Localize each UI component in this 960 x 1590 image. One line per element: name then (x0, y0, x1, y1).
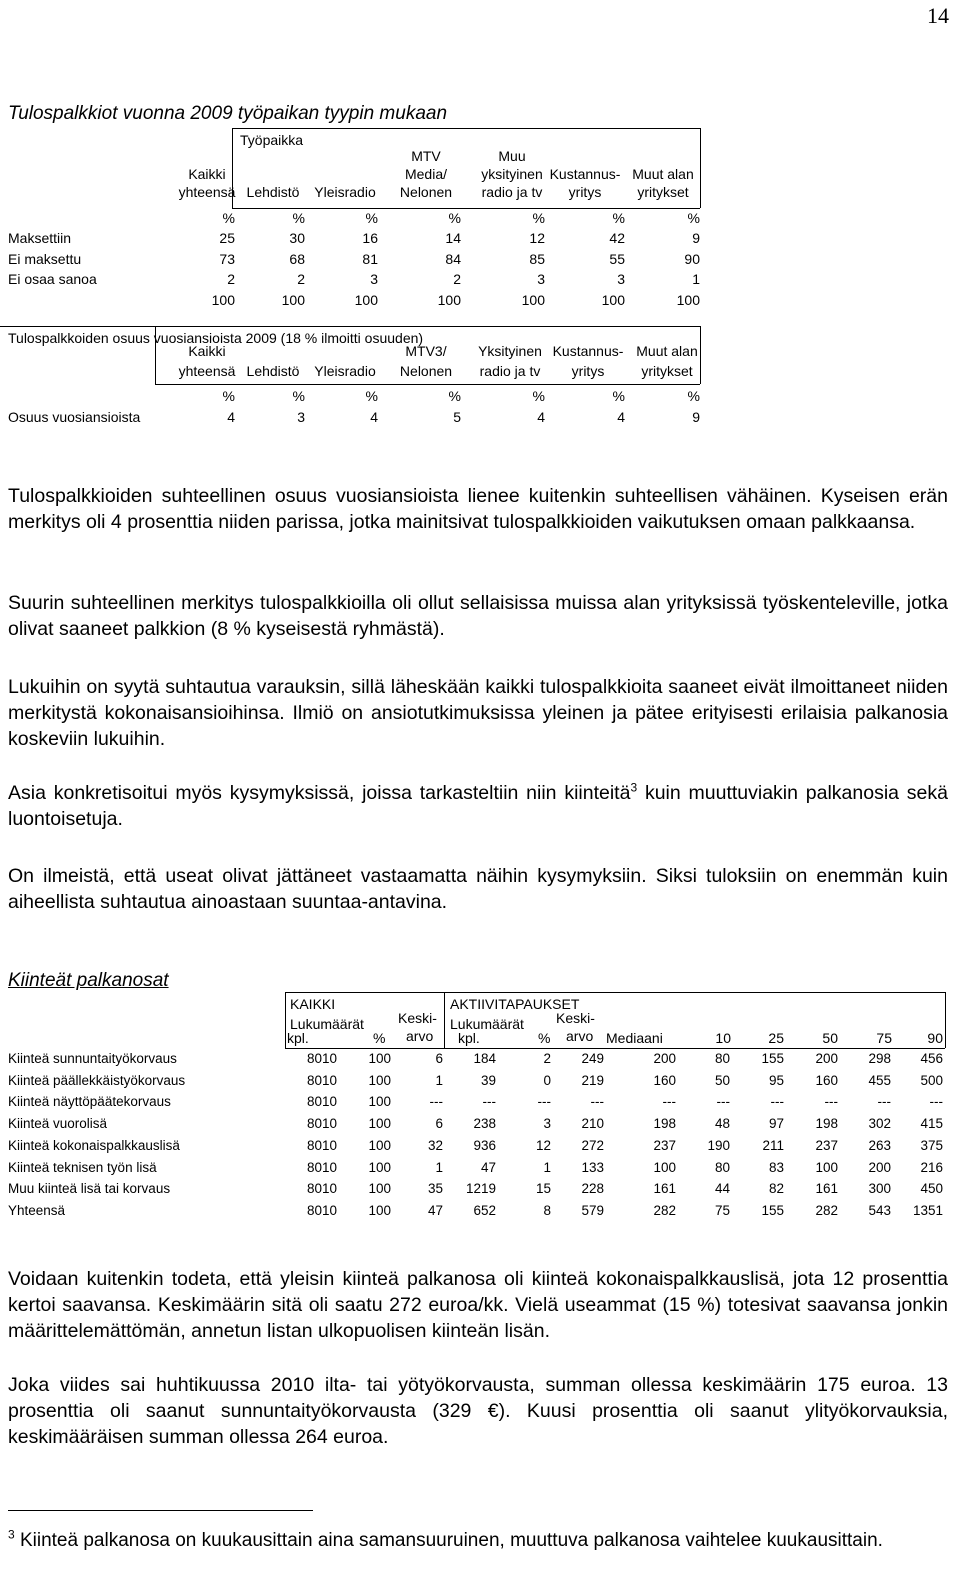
table3-cell: 100 (368, 1094, 391, 1110)
paragraph-1: Tulospalkkioiden suhteellinen osuus vuosiansioista lienee kuitenkin suhteellisen vähäinen. Kyseisen erän merkitys oli 4 prosenttia niiden parissa, jotka mainitsivat tulospalkkioiden vaikutuksen omaan palkkaansa. (8, 485, 948, 533)
table3-cell: 6 (435, 1116, 443, 1132)
table3-cell: 80 (714, 1051, 730, 1066)
table1-cell: 100 (354, 291, 378, 308)
table3-cell: 160 (653, 1072, 676, 1088)
table1-header-6-line-1: Muut alan (632, 166, 694, 182)
table3-cell: 298 (868, 1051, 891, 1066)
table2-header-3-line-0: MTV3/ (405, 343, 447, 359)
table1-header-border (232, 208, 700, 209)
table3-cell: 8010 (306, 1202, 337, 1218)
table1-header-4-line-2: radio ja tv (481, 184, 543, 200)
table1-row-label: Maksettiin (8, 230, 72, 246)
table3-cell: 237 (653, 1137, 676, 1153)
table3-cell: 211 (762, 1137, 784, 1153)
table3-top-border (285, 992, 945, 993)
table2-unit-1: % (292, 388, 305, 404)
table3-cell: --- (929, 1094, 943, 1110)
table3-cell: 238 (473, 1116, 496, 1132)
paragraph-3: Lukuihin on syytä suhtautua varauksin, sillä läheskään kaikki tulospalkkioita saaneet eivät ilmoittaneet niiden merkitystä kokonaisansioihinsa. Ilmiö on ansiotutkimuksissa yleinen ja pätee erityisesti erilaisia palkanosia koskeviin lukuihin. (8, 676, 948, 750)
table3-cell: 1 (543, 1159, 551, 1175)
table2-header-4-line-1: radio ja tv (479, 363, 541, 379)
table3-cell: 8010 (306, 1181, 337, 1197)
table3-row-label: Kiinteä päällekkäistyökorvaus (8, 1072, 186, 1088)
table1-cell: 9 (692, 230, 700, 246)
footnote-ref[interactable]: 3 (630, 780, 638, 795)
paragraph-4-after: kuin muuttuviakin palkanosia sekä luontoisetuja. (8, 782, 948, 830)
table2-unit-5: % (612, 388, 625, 404)
table1-header-5-line-1: Kustannus- (549, 166, 621, 182)
table3-cell: 8 (543, 1202, 551, 1218)
table1-cell: 1 (692, 271, 700, 287)
table3-cell: 1 (435, 1072, 443, 1088)
table1-header-6-line-2: yritykset (637, 184, 689, 200)
paragraph-4-before: Asia konkretisoitui myös kysymyksissä, joissa tarkasteltiin niin kiinteitä (8, 782, 631, 804)
table3-cell: 97 (768, 1116, 784, 1132)
table3-cell: 15 (535, 1181, 551, 1197)
table3-cell: 47 (427, 1202, 443, 1218)
table3-cell: 8010 (306, 1094, 337, 1110)
table1-cell: 84 (445, 250, 461, 267)
table3-cell: 3 (543, 1116, 551, 1132)
footnote-separator (8, 1510, 313, 1511)
table1-cell: 30 (289, 230, 305, 246)
table1-unit-2: % (365, 210, 378, 226)
table2-header-0-line-0: Kaikki (188, 343, 226, 359)
table1-header-3-line-0: MTV (411, 148, 441, 164)
table3-cell: 200 (653, 1051, 676, 1066)
table3-cell: --- (429, 1094, 443, 1110)
table3-header-8: Mediaani (606, 1030, 663, 1046)
table2-unit-4: % (532, 388, 545, 404)
table2-header-6-line-0: Muut alan (636, 343, 698, 359)
table3-cell: 100 (368, 1159, 391, 1175)
table1-cell: 12 (529, 230, 545, 246)
paragraph-2: Suurin suhteellinen merkitys tulospalkkioilla oli ollut sellaisissa muissa alan yrityksissä työskenteleville, jotka olivat saaneet palkkion (8 % kyseisestä ryhmästä). (8, 592, 948, 640)
table3-cell: 82 (768, 1181, 784, 1197)
table3-cell: 39 (480, 1072, 496, 1088)
table2-top-border (0, 326, 700, 327)
table1-cell: 3 (617, 271, 625, 287)
table3-row-label: Kiinteä näyttöpäätekorvaus (8, 1094, 171, 1110)
paragraph-4 (8, 780, 948, 832)
table3-cell: --- (770, 1094, 784, 1110)
table1-cell: 2 (297, 271, 305, 287)
table3-header-border (285, 1048, 945, 1049)
table1-cell: 2 (227, 271, 235, 287)
table1-cell: 73 (219, 250, 235, 267)
table2-cell: 5 (453, 409, 461, 425)
table3-cell: 160 (815, 1072, 838, 1088)
footnote (8, 1528, 948, 1553)
table1-cell: 100 (437, 291, 461, 308)
table3-cell: 95 (768, 1072, 784, 1088)
table3-cell: 80 (714, 1159, 730, 1175)
table2-cell: 3 (297, 409, 305, 425)
table3-cell: 210 (581, 1116, 604, 1132)
table1-unit-0: % (222, 210, 235, 226)
table3-cell: --- (590, 1094, 604, 1110)
table3-cell: 198 (815, 1116, 838, 1132)
table1-cell: 16 (362, 230, 378, 246)
table3-cell: 100 (815, 1159, 838, 1175)
table3-header-12: 75 (876, 1030, 892, 1046)
table2-header-5-line-1: yritys (571, 363, 605, 379)
table1-header-4-line-1: yksityinen (481, 166, 543, 182)
page-number: 14 (927, 3, 949, 28)
table3-cell: 219 (581, 1072, 604, 1088)
table3-cell: 1351 (912, 1202, 943, 1218)
table3-cell: 579 (581, 1202, 604, 1218)
table3-header-7: arvo (566, 1028, 594, 1044)
table3-cell: 32 (427, 1137, 443, 1153)
table3-cell: 161 (653, 1181, 676, 1197)
table3-cell: --- (824, 1094, 838, 1110)
table1-unit-3: % (448, 210, 461, 226)
table3-row-label: Kiinteä sunnuntaityökorvaus (8, 1051, 177, 1066)
table1-top-border (232, 128, 700, 129)
table3-cell: 272 (581, 1137, 604, 1153)
table3-header-1: % (373, 1030, 386, 1046)
table1-header-3-line-2: Nelonen (399, 184, 453, 200)
table1-header-1-line-1: Lehdistö (246, 184, 300, 200)
table1-cell: 14 (445, 230, 461, 246)
table3-header-10: 25 (768, 1030, 784, 1046)
table2-header-6-line-1: yritykset (641, 363, 693, 379)
table3-header-11: 50 (822, 1030, 838, 1046)
table3-cell: 8010 (306, 1116, 337, 1132)
table3-cell: 1 (435, 1159, 443, 1175)
table3-row-label: Yhteensä (8, 1202, 66, 1218)
table1-header-4-line-0: Muu (498, 148, 526, 164)
table3-cell: 500 (920, 1072, 943, 1088)
table1-unit-5: % (612, 210, 625, 226)
table3-cell: 198 (653, 1116, 676, 1132)
table3-cell: 161 (815, 1181, 838, 1197)
table3-left-border (285, 992, 286, 1048)
table3-cell: 155 (761, 1202, 784, 1218)
table3-title: Kiinteät palkanosat (8, 970, 169, 991)
table2-header-0-line-1: yhteensä (178, 363, 236, 379)
table1-cell: 55 (609, 250, 625, 267)
table3-cell: 455 (868, 1072, 891, 1088)
table1-cell: 81 (362, 250, 378, 267)
table3-header-4: kpl. (458, 1030, 480, 1046)
table3-cell: 302 (868, 1116, 891, 1132)
table3-cell: 133 (581, 1159, 604, 1175)
table1-cell: 100 (601, 291, 625, 308)
table3-cell: 100 (368, 1072, 391, 1088)
table1-unit-4: % (532, 210, 545, 226)
table3-cell: 263 (868, 1137, 891, 1153)
table3-right-border (945, 992, 946, 1048)
table2-header-5-line-0: Kustannus- (552, 343, 624, 359)
table3-header-2: Keski- (398, 1010, 437, 1026)
table1-header-2-line-1: Yleisradio (314, 184, 376, 200)
table1-cell: 90 (684, 250, 700, 267)
table1-header-0-line-1: yhteensä (178, 184, 236, 200)
table1-unit-6: % (687, 210, 700, 226)
table3-header-0: kpl. (287, 1030, 309, 1046)
table2-cell: 4 (537, 409, 545, 425)
table3-cell: 47 (480, 1159, 496, 1175)
table3-cell: 100 (368, 1137, 391, 1153)
table3-cell: 75 (714, 1202, 730, 1218)
table2-unit-3: % (448, 388, 461, 404)
table3-group-all-2: Lukumäärät (290, 1016, 364, 1032)
table1-cell: 25 (219, 230, 235, 246)
table3-header-3: arvo (406, 1028, 434, 1044)
table3-cell: 48 (714, 1116, 730, 1132)
paragraph-5: On ilmeistä, että useat olivat jättäneet vastaamatta näihin kysymyksiin. Siksi tuloksiin on enemmän kuin aiheellista suhtautua ainoastaan suuntaa-antavina. (8, 865, 948, 913)
table3-cell: 450 (920, 1181, 943, 1197)
table3-cell: 300 (868, 1181, 891, 1197)
table1-header-0-line-0: Kaikki (188, 166, 226, 182)
table3-cell: --- (482, 1094, 496, 1110)
table3-header-13: 90 (927, 1030, 943, 1046)
table2-header-2-line-1: Yleisradio (314, 363, 376, 379)
table2-cell: 4 (227, 409, 235, 425)
table3-cell: 155 (761, 1051, 784, 1066)
table3-header-5: % (538, 1030, 551, 1046)
table1-cell: 100 (281, 291, 305, 308)
footnote-mark: 3 (8, 1527, 15, 1542)
table3-cell: 652 (473, 1202, 496, 1218)
table3-cell: 456 (920, 1051, 943, 1066)
table3-cell: 83 (768, 1159, 784, 1175)
table1-cell: 85 (529, 250, 545, 267)
table3-row-label: Kiinteä teknisen työn lisä (8, 1159, 157, 1175)
table3-cell: 8010 (306, 1072, 337, 1088)
table3-cell: 415 (920, 1116, 943, 1132)
table3-cell: 100 (368, 1116, 391, 1132)
table1-cell: 3 (370, 271, 378, 287)
table1-row-label: Ei osaa sanoa (8, 271, 97, 287)
table3-cell: 6 (435, 1051, 443, 1066)
table3-cell: 282 (815, 1202, 838, 1218)
table3-cell: 190 (707, 1137, 730, 1153)
table3-cell: 216 (920, 1159, 943, 1175)
table3-mid-border (444, 992, 445, 1048)
table3-cell: 375 (920, 1137, 943, 1153)
paragraph-7: Joka viides sai huhtikuussa 2010 ilta- tai yötyökorvausta, summan ollessa keskimäärin 175 euroa. 13 prosenttia oli saanut sunnuntaityökorvausta (329 €). Kuusi prosenttia oli saanut ylityökorvauksia, keskimääräisen summan ollessa 264 euroa. (8, 1374, 948, 1448)
table2-header-4-line-0: Yksityinen (478, 343, 542, 359)
table2-cell: 4 (370, 409, 378, 425)
table3-cell: 543 (868, 1202, 891, 1218)
table3-cell: 100 (368, 1202, 391, 1218)
table3-cell: --- (716, 1094, 730, 1110)
table1-header-5-line-2: yritys (568, 184, 602, 200)
table1-cell: 2 (453, 271, 461, 287)
table3-cell: 1219 (465, 1181, 496, 1197)
table3-cell: 2 (543, 1051, 551, 1066)
table3-row-label: Kiinteä kokonaispalkkauslisä (8, 1137, 180, 1153)
table2-cell: 4 (617, 409, 625, 425)
table1-title: Tulospalkkiot vuonna 2009 työpaikan tyypin mukaan (8, 103, 448, 124)
table3-cell: 282 (653, 1202, 676, 1218)
table2-header-1-line-1: Lehdistö (246, 363, 300, 379)
table3-cell: 184 (473, 1051, 496, 1066)
table3-cell: 237 (815, 1137, 838, 1153)
table3-cell: 12 (535, 1137, 551, 1153)
table3-row-label: Muu kiinteä lisä tai korvaus (8, 1181, 171, 1197)
table3-cell: --- (877, 1094, 891, 1110)
table3-row-label: Kiinteä vuorolisä (8, 1116, 108, 1132)
table1-unit-1: % (292, 210, 305, 226)
table1-row-label: Ei maksettu (8, 250, 82, 267)
table3-cell: 100 (368, 1181, 391, 1197)
table3-cell: 100 (653, 1159, 676, 1175)
table3-cell: 44 (714, 1181, 730, 1197)
table3-cell: 228 (581, 1181, 604, 1197)
table3-header-6: Keski- (556, 1010, 595, 1026)
table2-unit-6: % (687, 388, 700, 404)
table3-cell: 200 (868, 1159, 891, 1175)
table1-group-label: Työpaikka (240, 132, 304, 148)
paragraph-6: Voidaan kuitenkin todeta, että yleisin kiinteä palkanosa oli kiinteä kokonaispalkkauslisä, jota 12 prosenttia kertoi saavansa. Keskimäärin sitä oli saatu 272 euroa/kk. Vielä useammat (15 %) totesivat saavansa jonkin määrittelemättömän, annetun listan ulkopuolisen kiinteän lisän. (8, 1268, 948, 1342)
table3-group-all-1: KAIKKI (290, 996, 336, 1012)
table1-cell: 68 (289, 250, 305, 267)
table1-cell: 3 (537, 271, 545, 287)
table3-cell: 249 (581, 1051, 604, 1066)
table3-cell: 200 (815, 1051, 838, 1066)
table3-cell: --- (662, 1094, 676, 1110)
table1-cell: 100 (211, 291, 235, 308)
table2-cell: 9 (692, 409, 700, 425)
table3-cell: 100 (368, 1051, 391, 1066)
table3-cell: 8010 (306, 1137, 337, 1153)
table3-cell: 35 (427, 1181, 443, 1197)
table3-cell: 50 (714, 1072, 730, 1088)
table3-header-9: 10 (715, 1030, 731, 1046)
table3-group-active-2: Lukumäärät (450, 1016, 524, 1032)
footnote-text: Kiinteä palkanosa on kuukausittain aina samansuuruinen, muuttuva palkanosa vaihtelee kuukausittain. (14, 1530, 883, 1551)
table3-cell: 8010 (306, 1159, 337, 1175)
table3-group-active-1: AKTIIVITAPAUKSET (450, 996, 580, 1012)
table2-unit-2: % (365, 388, 378, 404)
table3-cell: 936 (473, 1137, 496, 1153)
table3-cell: 8010 (306, 1051, 337, 1066)
table2-title: Tulospalkkoiden osuus vuosiansioista 2009 (18 % ilmoitti osuuden) (8, 330, 424, 346)
table2-header-border (155, 384, 700, 385)
table2-row-label: Osuus vuosiansioista (8, 409, 141, 425)
table2-unit-0: % (222, 388, 235, 404)
table1-header-3-line-1: Media/ (404, 166, 448, 182)
table1-cell: 100 (676, 291, 700, 308)
table1-cell: 42 (609, 230, 625, 246)
table3-cell: 0 (543, 1072, 551, 1088)
table1-cell: 100 (521, 291, 545, 308)
table3-cell: --- (537, 1094, 551, 1110)
table2-header-3-line-1: Nelonen (399, 363, 453, 379)
